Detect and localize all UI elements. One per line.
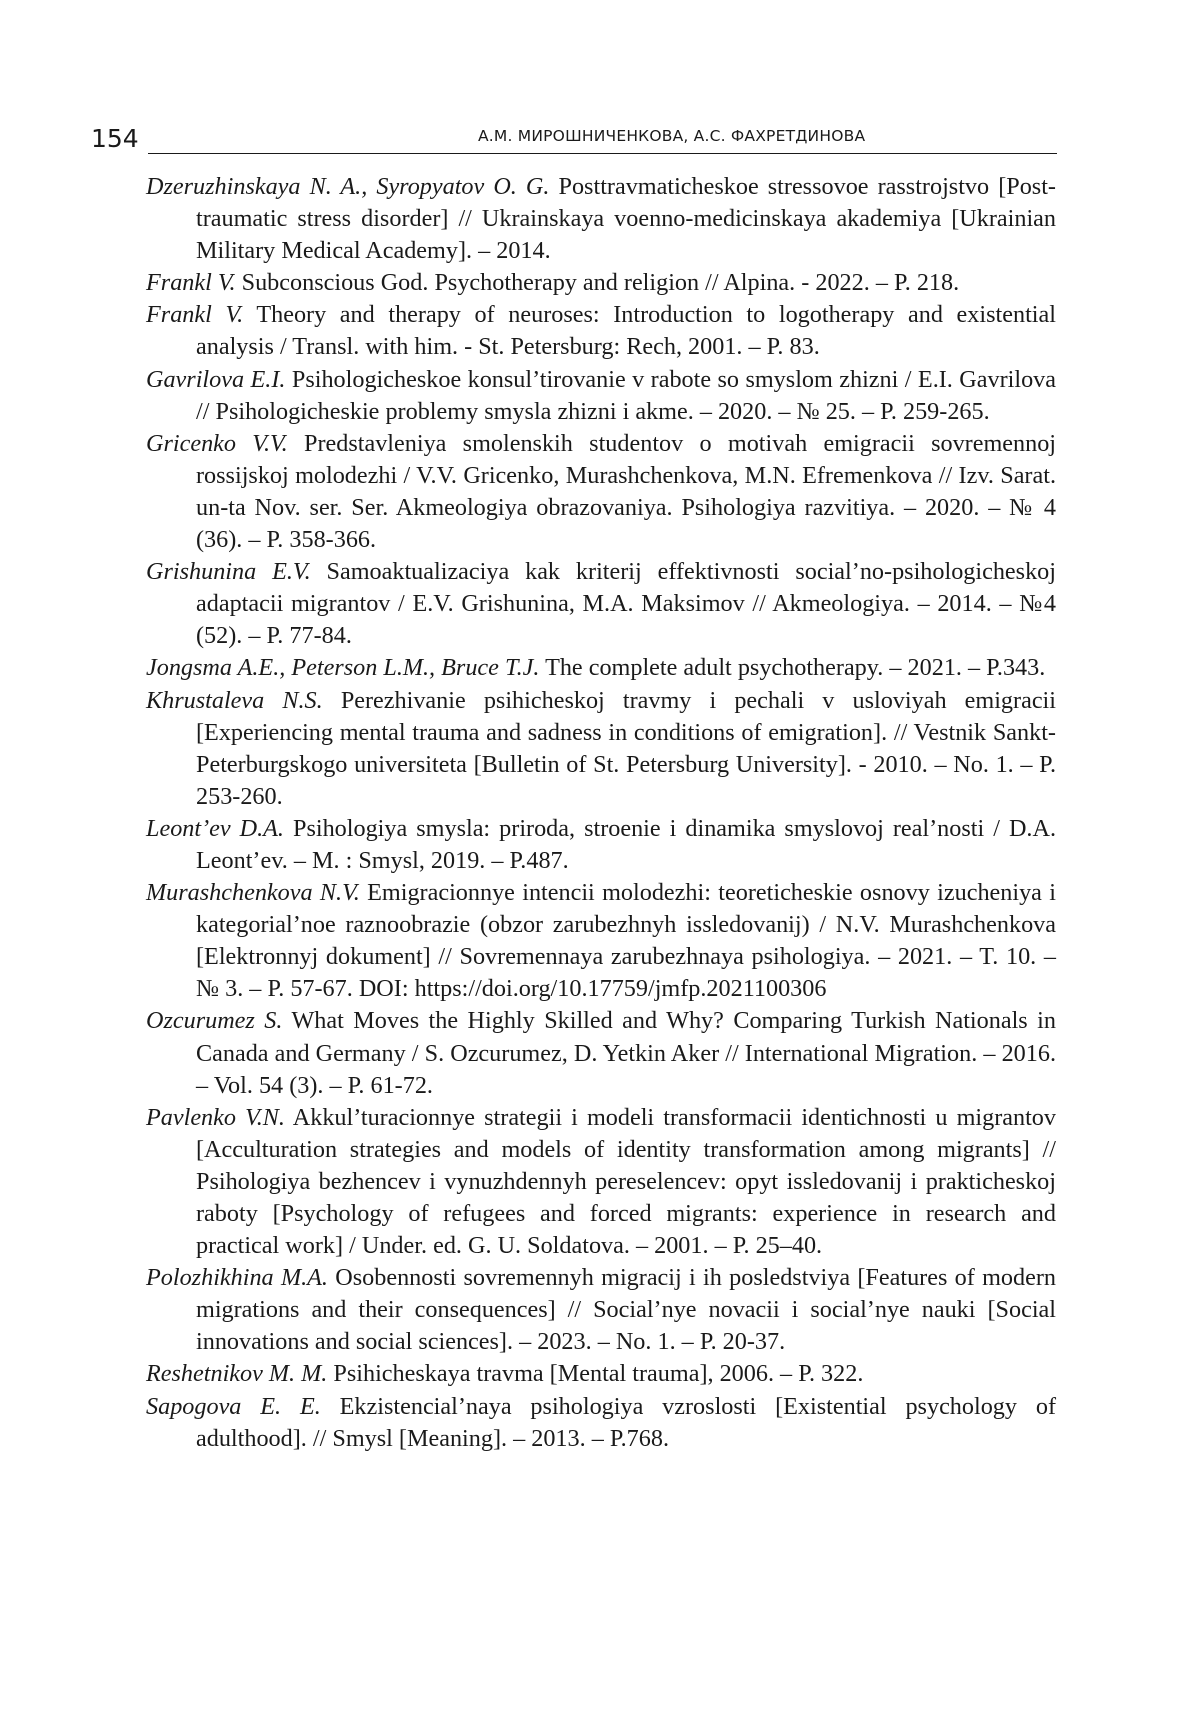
reference-item [146,685,1056,813]
reference-item [146,1005,1056,1101]
reference-item [146,1391,1056,1455]
reference-text: Perezhivanie psihicheskoj travmy i pechali v usloviyah emigracii [Experiencing mental trauma and sadness in conditions of emigration]. // Vestnik Sankt-Peterburgskogo universiteta [Bulletin of St. Petersburg University]. - 2010. – No. 1. – P. 253-260. [196,686,1056,810]
reference-item [146,299,1056,363]
reference-item [146,1102,1056,1262]
page-number: 154 [91,124,139,153]
reference-authors: Sapogova E. E. [146,1392,321,1420]
reference-item [146,428,1056,556]
reference-authors: Grishunina E.V. [146,558,311,586]
reference-text: Akkul’turacionnye strategii i modeli transformacii identichnosti u migrantov [Acculturation strategies and models of identity transformation among migrants] // Psihologiya bezhencev i vynuzhdennyh pereselencev: opyt issledovanij i prakticheskoj raboty [Psychology of refugees and forced migrants: experience in research and practical work] / Under. ed. G. U. Soldatova. – 2001. – P. 25–40. [196,1103,1056,1260]
reference-text: Psihologicheskoe konsul’tirovanie v rabote so smyslom zhizni / E.I. Gavrilova // Psihologicheskie problemy smysla zhizni i akme. – 2020. – № 25. – P. 259-265. [196,365,1057,425]
reference-item [146,556,1056,652]
reference-text: Predstavleniya smolenskih studentov o motivah emigracii sovremennoj rossijskoj molodezhi / V.V. Gricenko, Murashchenkova, M.N. Efremenkova // Izv. Sarat. un-ta Nov. ser. Ser. Akmeologiya obrazovaniya. Psihologiya razvitiya. – 2020. – № 4 (36). – P. 358-366. [196,429,1057,554]
running-head: А.М. МИРОШНИЧЕНКОВА, А.С. ФАХРЕТДИНОВА [478,127,866,145]
reference-authors: Polozhikhina M.A. [146,1264,328,1292]
reference-text: Subconscious God. Psychotherapy and religion // Alpina. - 2022. – P. 218. [241,269,960,297]
reference-text: Psihicheskaya travma [Mental trauma], 2006. – P. 322. [333,1360,864,1388]
reference-item [146,652,1056,684]
reference-text: What Moves the Highly Skilled and Why? Comparing Turkish Nationals in Canada and Germany / S. Ozcurumez, D. Yetkin Aker // International Migration. – 2016. – Vol. 54 (3). – P. 61-72. [196,1007,1056,1099]
reference-list [146,171,1056,1455]
reference-text: The complete adult psychotherapy. – 2021. – P.343. [545,654,1046,682]
page-header [91,124,1057,154]
reference-text: Samoaktualizaciya kak kriterij effektivnosti social’no-psihologicheskoj adaptacii migrantov / E.V. Grishunina, M.A. Maksimov // Akmeologiya. – 2014. – №4 (52). – P. 77-84. [196,558,1056,650]
reference-authors: Murashchenkova N.V. [146,879,360,907]
reference-text: Emigracionnye intencii molodezhi: teoreticheskie osnovy izucheniya i kategorial’noe raznoobrazie (obzor zarubezhnyh issledovanij) / N.V. Murashchenkova [Elektronnyj dokument] // Sovremennaya zarubezhnaya psihologiya. – 2021. – T. 10. – № 3. – P. 57-67. DOI: https://doi.org/10.17759/jmfp.2021100306 [196,879,1056,1003]
reference-authors: Gricenko V.V. [146,429,288,457]
reference-item [146,171,1056,267]
reference-authors: Reshetnikov M. M. [146,1360,328,1388]
header-rule [148,153,1057,154]
reference-authors: Frankl V. [146,301,244,329]
reference-authors: Leont’ev D.A. [146,814,284,842]
reference-authors: Gavrilova E.I. [146,365,286,393]
reference-item [146,267,1056,299]
reference-text: Psihologiya smysla: priroda, stroenie i dinamika smyslovoj real’nosti / D.A. Leont’ev. – M. : Smysl, 2019. – P.487. [196,814,1056,874]
reference-item [146,877,1056,1005]
reference-authors: Frankl V. [146,269,236,297]
reference-item [146,364,1056,428]
reference-text: Ekzistencial’naya psihologiya vzroslosti [Existential psychology of adulthood]. // Smysl [Meaning]. – 2013. – P.768. [196,1392,1057,1452]
reference-text: Theory and therapy of neuroses: Introduction to logotherapy and existential analysis / Transl. with him. - St. Petersburg: Rech, 2001. – P. 83. [196,301,1056,361]
reference-authors: Jongsma A.E., Peterson L.M., Bruce T.J. [146,654,540,682]
reference-text: Posttravmaticheskoe stressovoe rasstrojstvo [Post-traumatic stress disorder] // Ukrainskaya voenno-medicinskaya akademiya [Ukrainian Military Medical Academy]. – 2014. [196,173,1056,265]
reference-authors: Khrustaleva N.S. [146,686,323,714]
reference-authors: Pavlenko V.N. [146,1103,285,1131]
reference-authors: Ozcurumez S. [146,1007,283,1035]
reference-item [146,813,1056,877]
reference-text: Osobennosti sovremennyh migracij i ih posledstviya [Features of modern migrations and their consequences] // Social’nye novacii i social’nye nauki [Social innovations and social sciences]. – 2023. – No. 1. – P. 20-37. [196,1264,1057,1356]
reference-item [146,1358,1056,1390]
reference-item [146,1262,1056,1358]
reference-authors: Dzeruzhinskaya N. A., Syropyatov O. G. [146,173,550,200]
